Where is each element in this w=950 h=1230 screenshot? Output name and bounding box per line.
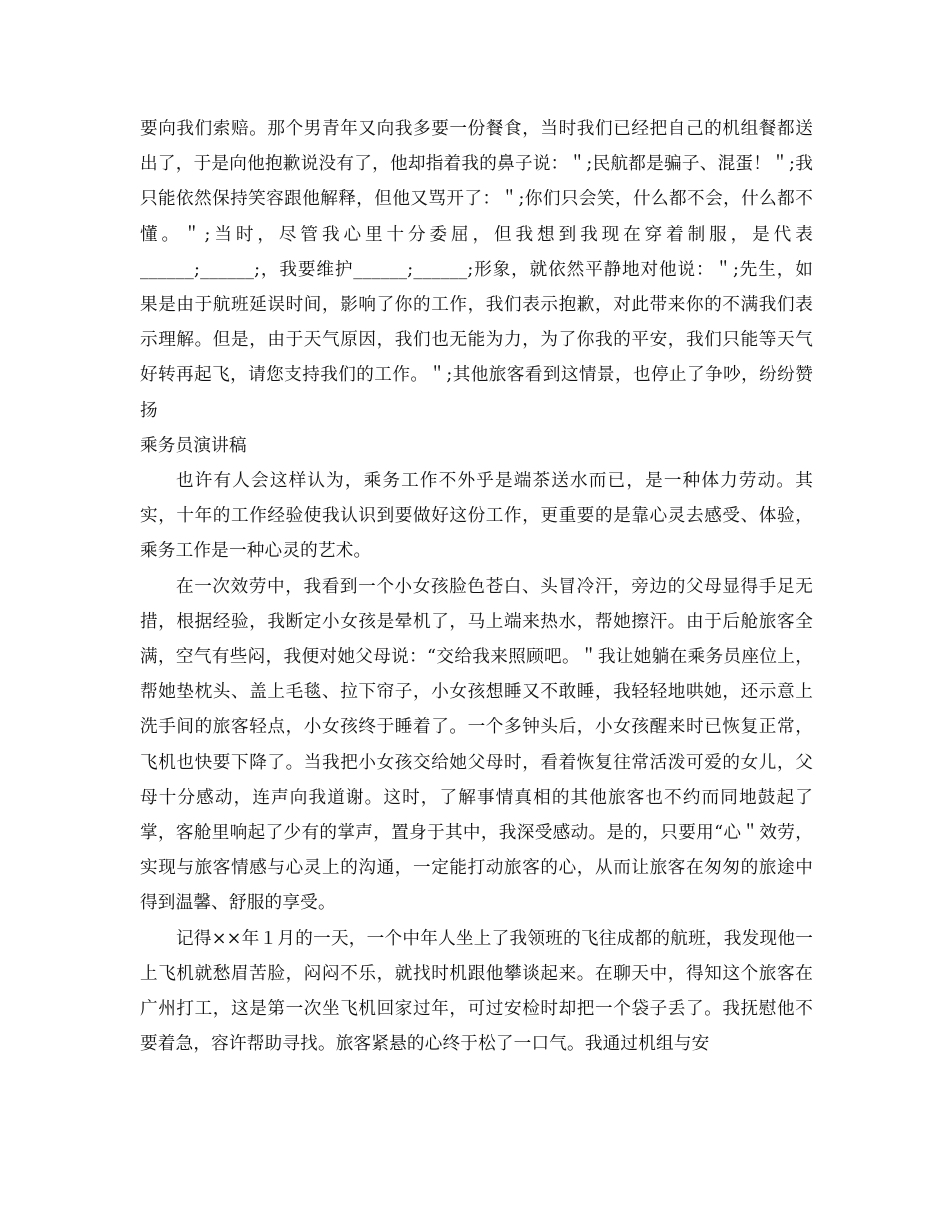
- paragraph-story-passenger: 记得××年１月的一天，一个中年人坐上了我领班的飞往成都的航班，我发现他一上飞机就愁眉苦脸，闷闷不乐，就找时机跟他攀谈起来。在聊天中，得知这个旅客在广州打工，这是第一次坐飞机回家过年，可过安检时却把一个袋子丢了。我抚慰他不要着急，容许帮助寻找。旅客紧悬的心终于松了一口气。我通过机组与安: [140, 928, 813, 1055]
- paragraph-continued: 要向我们索赔。那个男青年又向我多要一份餐食，当时我们已经把自己的机组餐都送出了，于是向他抱歉说没有了，他却指着我的鼻子说：＂;民航都是骗子、混蛋！＂;我只能依然保持笑容跟他解释，但他又骂开了：＂;你们只会笑，什么都不会，什么都不懂。＂;当时，尽管我心里十分委屈，但我想到我现在穿着制服，是代表______;______;，我要维护______;______;形象，就依然平静地对他说：＂;先生，如果是由于航班延误时间，影响了你的工作，我们表示抱歉，对此带来你的不满我们表示理解。但是，由于天气原因，我们也无能为力，为了你我的平安，我们只能等天气好转再起飞，请您支持我们的工作。＂;其他旅客看到这情景，也停止了争吵，纷纷赞扬: [140, 119, 813, 421]
- paragraph-intro: 也许有人会这样认为，乘务工作不外乎是端茶送水而已，是一种体力劳动。其实，十年的工作经验使我认识到要做好这份工作，更重要的是靠心灵去感受、体验，乘务工作是一种心灵的艺术。: [140, 471, 813, 562]
- paragraph-story-girl: 在一次效劳中，我看到一个小女孩脸色苍白、头冒冷汗，旁边的父母显得手足无措，根据经验，我断定小女孩是晕机了，马上端来热水，帮她擦汗。由于后舱旅客全满，空气有些闷，我便对她父母说：“交给我来照顾吧。＂我让她躺在乘务员座位上，帮她垫枕头、盖上毛毯、拉下帘子，小女孩想睡又不敢睡，我轻轻地哄她，还示意上洗手间的旅客轻点，小女孩终于睡着了。一个多钟头后，小女孩醒来时已恢复正常，飞机也快要下降了。当我把小女孩交给她父母时，看着恢复往常活泼可爱的女儿，父母十分感动，连声向我道谢。这时，了解事情真相的其他旅客也不约而同地鼓起了掌，客舱里响起了少有的掌声，置身于其中，我深受感动。是的，只要用“心＂效劳，实现与旅客情感与心灵上的沟通，一定能打动旅客的心，从而让旅客在匆匆的旅途中得到温馨、舒服的享受。: [140, 576, 813, 914]
- document-page: [140, 112, 813, 1062]
- document-heading: 乘务员演讲稿: [140, 435, 247, 456]
